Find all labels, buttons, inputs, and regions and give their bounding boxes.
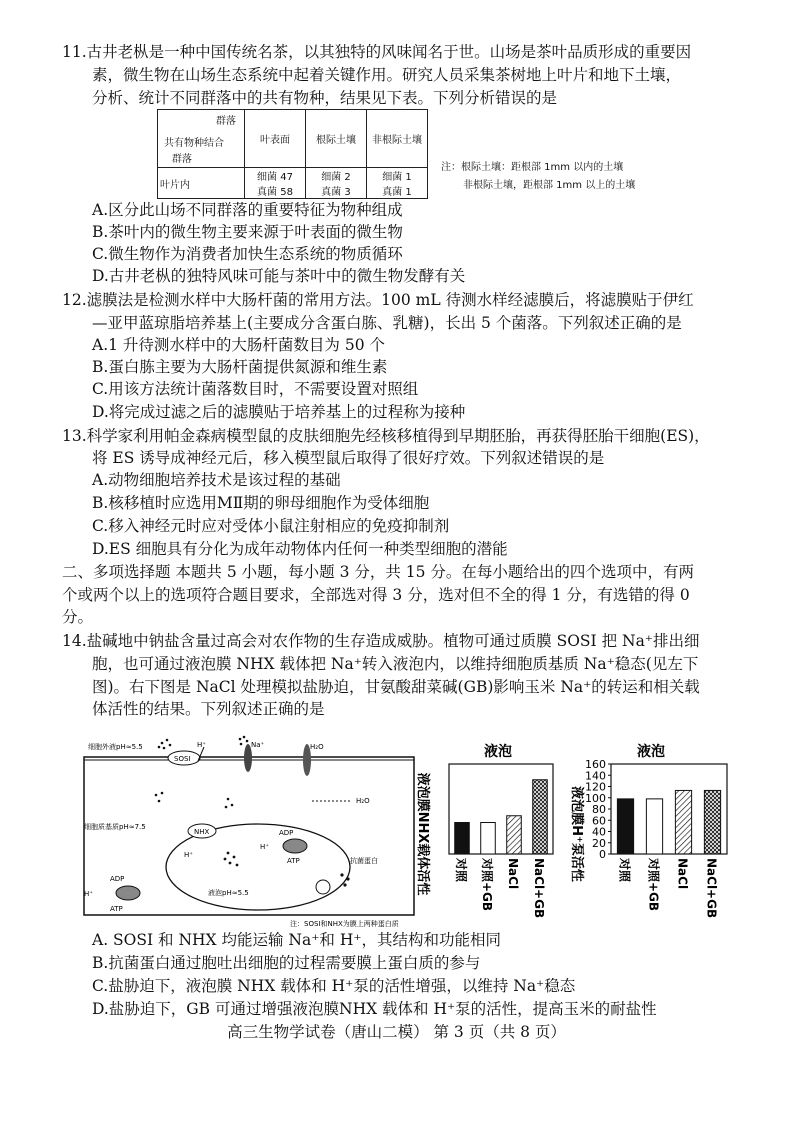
chart-bar xyxy=(507,816,522,854)
vacuole-ph-label: 液泡pH≈5.5 xyxy=(208,889,249,897)
table-row-label: 叶片内 xyxy=(158,168,245,199)
q11-note-line-2: 非根际土壤，距根部 1mm 以上的土壤 xyxy=(463,180,636,191)
q11-option-c: C.微生物作为消费者加快生态系统的物质循环 xyxy=(92,245,403,263)
q13-option-b: B.核移植时应选用MⅡ期的卵母细胞作为受体细胞 xyxy=(92,494,430,512)
q11-stem-line-1: 11.古井老枞是一种中国传统名茶，以其独特的风味闻名于世。山场是茶叶品质形成的重要因 xyxy=(62,43,692,61)
y-tick-label: 40 xyxy=(592,825,606,839)
q12-option-a: A.1 升待测水样中的大肠杆菌数目为 50 个 xyxy=(92,336,385,354)
q11-stem-line-3: 分析、统计不同群落中的共有物种，结果见下表。下列分析错误的是 xyxy=(92,89,558,107)
q13-stem-line-2: 将 ES 诱导成神经元后，移入模型鼠后取得了很好疗效。下列叙述错误的是 xyxy=(92,449,605,467)
table-cell: 细菌 1 真菌 1 xyxy=(367,168,428,199)
q12-stem-line-1: 12.滤膜法是检测水样中大肠杆菌的常用方法。100 mL 待测水样经滤膜后，将滤膜贴于伊红 xyxy=(62,291,694,309)
membrane-h-pump xyxy=(116,886,140,900)
q14-option-a: A. SOSI 和 NHX 均能运输 Na⁺和 H⁺，其结构和功能相同 xyxy=(92,931,502,949)
q13-option-a: A.动物细胞培养技术是该过程的基础 xyxy=(92,471,341,489)
q14-stem-line-1: 14.盐碱地中钠盐含量过高会对农作物的生存造成威胁。植物可通过质膜 SOSI 把 Na⁺排出细 xyxy=(62,632,700,650)
chart-bar xyxy=(617,799,633,854)
table-col-non-rhizosphere: 非根际土壤 xyxy=(367,110,428,168)
table-col-rhizosphere: 根际土壤 xyxy=(306,110,367,168)
chart-category-label: 对照+GB xyxy=(646,858,661,912)
y-tick-label: 80 xyxy=(592,803,606,816)
q14-stem-line-4: 体活性的结果。下列叙述正确的是 xyxy=(92,700,325,718)
q12-option-d: D.将完成过滤之后的滤膜贴于培养基上的过程称为接种 xyxy=(92,403,466,421)
chart1-ylabel: 液泡膜NHX载体活性 xyxy=(415,772,430,896)
q13-option-c: C.移入神经元时应对受体小鼠注射相应的免疫抑制剂 xyxy=(92,517,450,535)
chart2-title: 液泡 xyxy=(637,744,665,760)
na-plus-label: Na⁺ xyxy=(251,741,265,749)
h-plus-label: H⁺ xyxy=(197,741,206,749)
y-tick-label: 160 xyxy=(585,758,606,771)
y-tick-label: 140 xyxy=(585,769,606,783)
q11-stem-line-2: 素，微生物在山场生态系统中起着关键作用。研究人员采集茶树地上叶片和地下土壤， xyxy=(92,66,682,84)
cytoplasm-ph-label: 细胞质基质pH≈7.5 xyxy=(84,823,146,831)
q11-note-line-1: 注：根际土壤：距根部 1mm 以内的土壤 xyxy=(441,162,624,173)
y-tick-label: 120 xyxy=(585,780,606,794)
q14-stem-line-2: 胞，也可通过液泡膜 NHX 载体把 Na⁺转入液泡内，以维持细胞质基质 Na⁺稳态(见左下 xyxy=(92,655,699,673)
q11-option-a: A.区分此山场不同群落的重要特征为物种组成 xyxy=(92,201,403,219)
h2o-label: H₂O xyxy=(356,797,370,805)
q14-option-c: C.盐胁迫下，液泡膜 NHX 载体和 H⁺泵的活性增强，以维持 Na⁺稳态 xyxy=(92,977,576,995)
q13-option-d: D.ES 细胞具有分化为成年动物体内任何一种类型细胞的潜能 xyxy=(92,540,508,558)
h-plus-label: H⁺ xyxy=(184,851,193,859)
nhx-activity-chart xyxy=(405,740,565,930)
q12-stem-line-2: —亚甲蓝琼脂培养基上(主要成分含蛋白胨、乳糖)，长出 5 个菌落。下列叙述正确的是 xyxy=(92,314,682,332)
q11-option-b: B.茶叶内的微生物主要来源于叶表面的微生物 xyxy=(92,223,403,241)
nhx-label: NHX xyxy=(194,828,210,836)
cell-transport-diagram xyxy=(80,735,420,930)
y-tick-label: 20 xyxy=(592,836,606,850)
chart-bar xyxy=(455,823,470,855)
na-ion-cluster xyxy=(158,739,172,750)
table-corner-cell: 群落 共有物种结合 群落 xyxy=(158,110,245,168)
chart-bar xyxy=(533,780,548,854)
h2o-label: H₂O xyxy=(310,743,324,751)
atp-label: ATP xyxy=(110,905,123,913)
chart-bar xyxy=(704,790,720,854)
na-ion-cluster xyxy=(239,736,249,746)
chart-category-label: 对照+GB xyxy=(480,858,494,912)
q14-option-d: D.盐胁迫下，GB 可通过增强液泡膜NHX 载体和 H⁺泵的活性，提高玉米的耐盐性 xyxy=(92,1000,657,1018)
section2-line-2: 个或两个以上的选项符合题目要求，全部选对得 3 分，选对但不全的得 1 分，有选错的得 0 xyxy=(62,586,690,604)
chart-category-label: NaCl xyxy=(506,858,520,890)
chart-bar xyxy=(646,799,662,854)
section2-line-3: 分。 xyxy=(62,608,94,626)
na-ion-cluster xyxy=(155,792,234,809)
h-plus-label: H⁺ xyxy=(260,843,269,851)
chart-category-label: NaCl+GB xyxy=(704,858,719,919)
chart-category-label: 对照 xyxy=(454,858,468,883)
h-plus-arrow xyxy=(198,747,204,761)
na-ion-cluster xyxy=(224,852,239,867)
table-cell: 细菌 47 真菌 58 xyxy=(245,168,306,199)
secretory-vesicle xyxy=(316,880,330,894)
page-footer: 高三生物学试卷（唐山二模） 第 3 页（共 8 页） xyxy=(227,1023,566,1041)
exterior-ph-label: 细胞外液pH≈5.5 xyxy=(88,743,143,751)
q14-stem-line-3: 图)。右下图是 NaCl 处理模拟盐胁迫，甘氨酸甜菜碱(GB)影响玉米 Na⁺的转运和相关载 xyxy=(92,678,700,696)
q11-option-d: D.古井老枞的独特风味可能与茶叶中的微生物发酵有关 xyxy=(92,267,466,285)
y-tick-label: 60 xyxy=(592,814,606,828)
atp-label: ATP xyxy=(287,857,300,865)
sosi-label: SOSI xyxy=(174,755,191,763)
h-plus-label: H⁺ xyxy=(84,890,93,898)
q12-option-b: B.蛋白胨主要为大肠杆菌提供氮源和维生素 xyxy=(92,358,388,376)
chart-bar xyxy=(675,790,691,854)
diagram-note: 注：SOSI和NHX为膜上两种蛋白质 xyxy=(290,920,399,928)
y-tick-label: 100 xyxy=(585,791,606,805)
q14-option-b: B.抗菌蛋白通过胞吐出细胞的过程需要膜上蛋白质的参与 xyxy=(92,954,481,972)
section2-line-1: 二、多项选择题 本题共 5 小题，每小题 3 分，共 15 分。在每小题给出的四个选项中，有两 xyxy=(62,563,694,581)
chart-bar xyxy=(481,823,496,855)
q11-species-table xyxy=(157,109,428,199)
chart-category-label: NaCl xyxy=(675,858,690,890)
adp-label: ADP xyxy=(110,875,125,883)
h-pump-activity-chart xyxy=(565,740,735,930)
table-cell: 细菌 2 真菌 3 xyxy=(306,168,367,199)
chart-category-label: 对照 xyxy=(617,858,632,883)
q13-stem-line-1: 13.科学家利用帕金森病模型鼠的皮肤细胞先经核移植得到早期胚胎，再获得胚胎干细胞(ES)， xyxy=(62,427,710,445)
y-tick-label: 0 xyxy=(599,848,606,861)
table-col-leaf-surface: 叶表面 xyxy=(245,110,306,168)
q12-option-c: C.用该方法统计菌落数目时，不需要设置对照组 xyxy=(92,380,419,398)
chart-category-label: NaCl+GB xyxy=(532,858,546,919)
adp-label: ADP xyxy=(279,829,294,837)
vacuole-h-pump xyxy=(283,839,307,853)
chart1-title: 液泡 xyxy=(484,744,512,760)
antibacterial-protein-label: 抗菌蛋白 xyxy=(350,857,378,865)
chart2-ylabel: 液泡膜H⁺泵活性 xyxy=(569,786,584,882)
